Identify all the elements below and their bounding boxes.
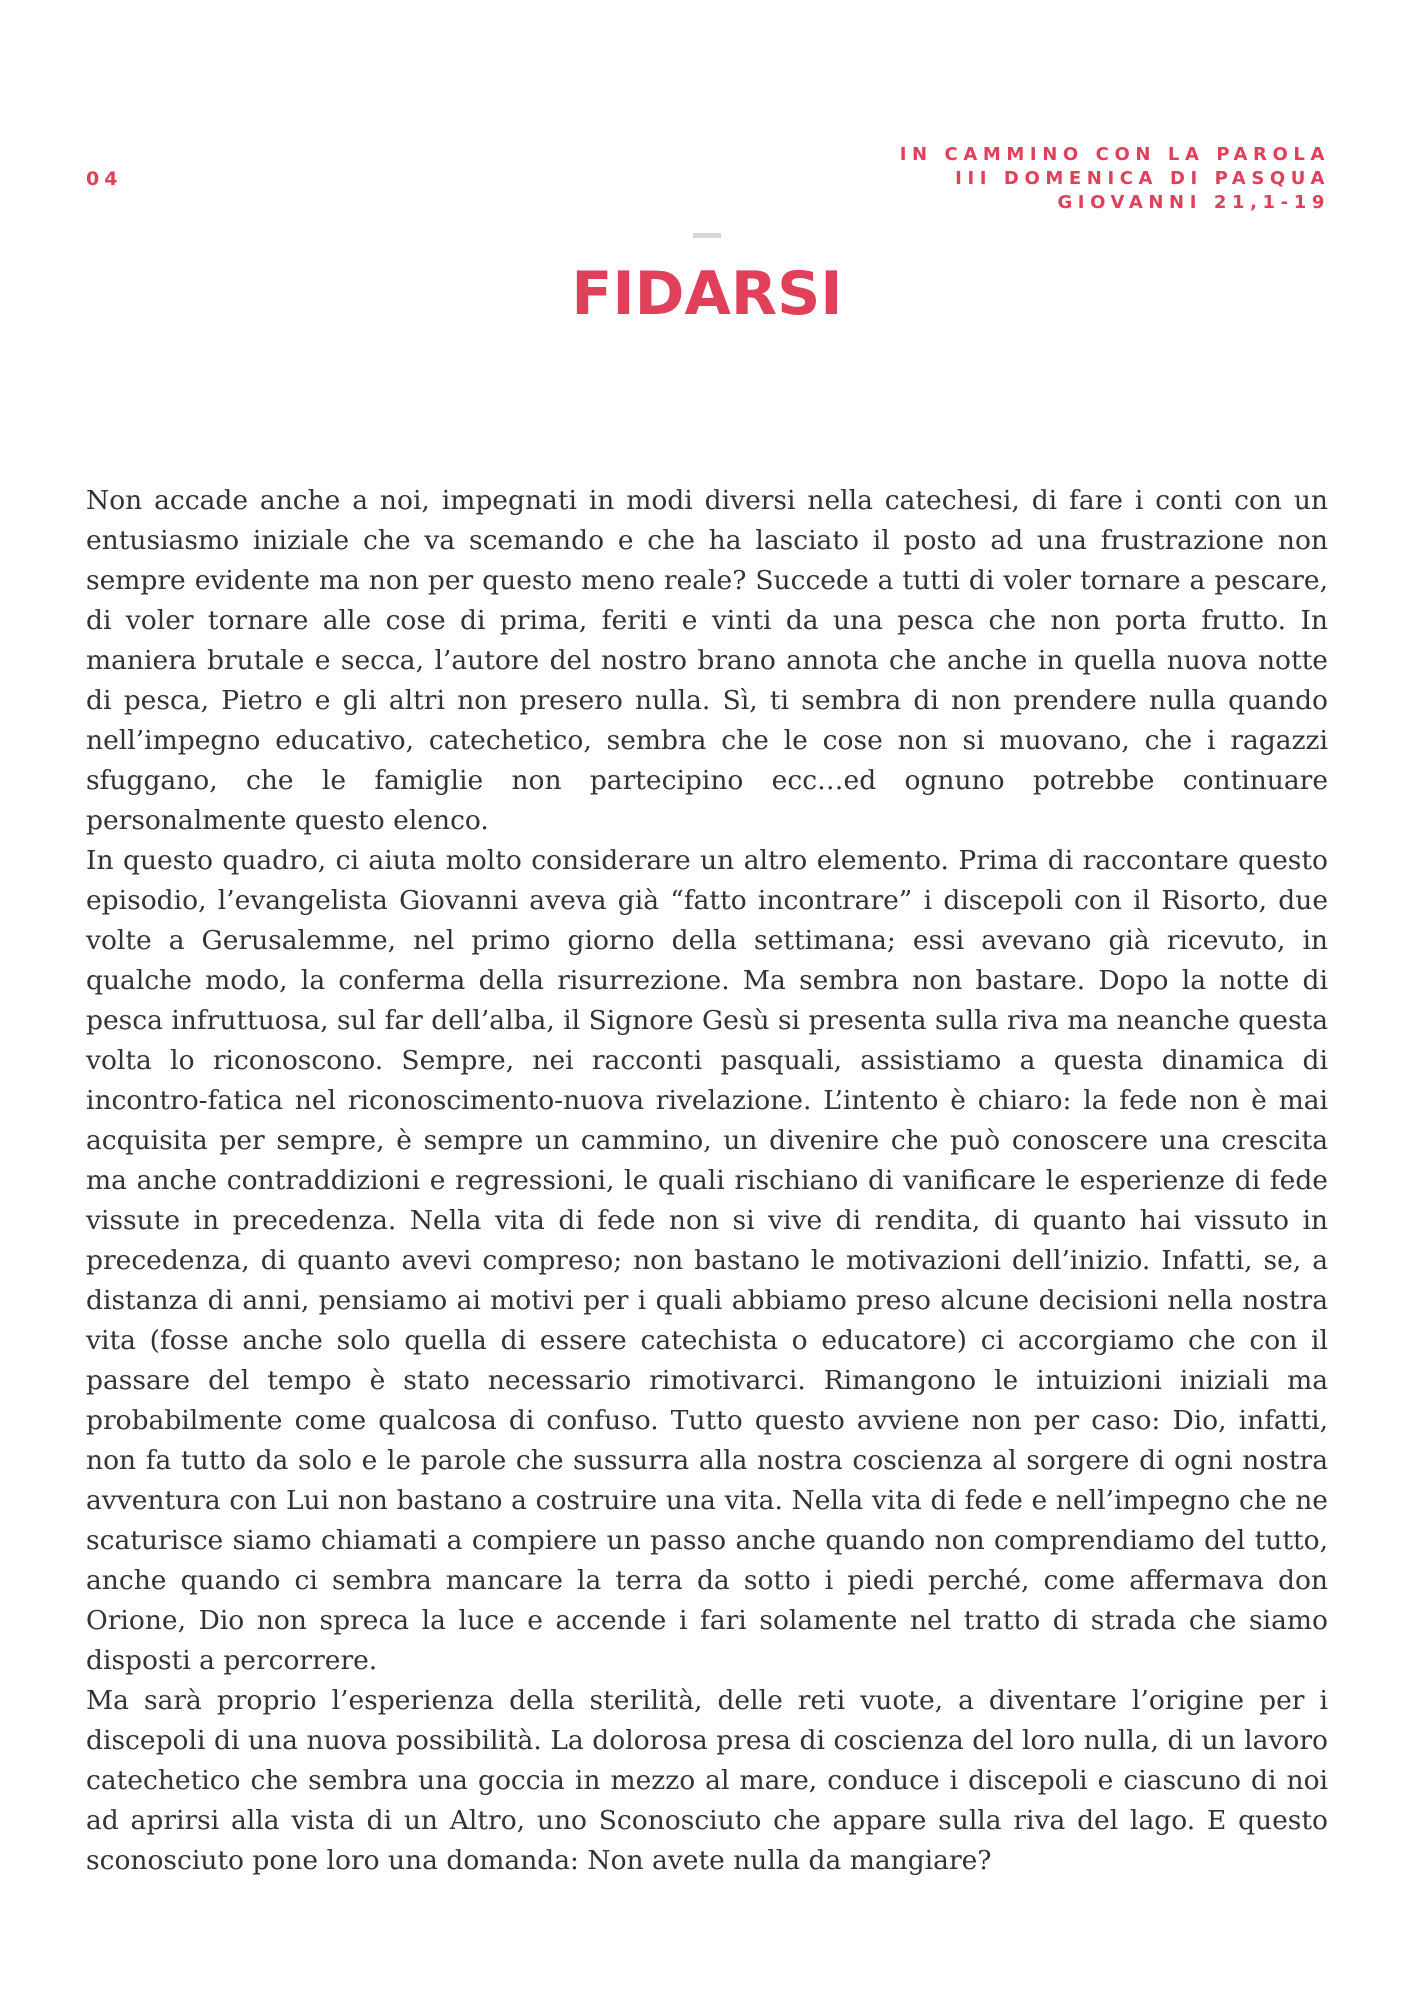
page-number: 04: [86, 168, 123, 190]
scripture-reference: GIOVANNI 21,1-19: [1057, 192, 1330, 213]
article-title: FIDARSI: [571, 259, 843, 329]
running-header: [900, 143, 1330, 215]
title-divider: [693, 233, 721, 238]
series-title: IN CAMMINO CON LA PAROLA: [899, 144, 1330, 165]
paragraph: In questo quadro, ci aiuta molto considerare un altro elemento. Prima di raccontare questo episodio, l’evangelista Giovanni aveva già “fatto incontrare” i discepoli con il Risorto, due volte a Gerusalemme, nel primo giorno della settimana; essi avevano già ricevuto, in qualche modo, la conferma della risurrezione. Ma sembra non bastare. Dopo la notte di pesca infruttuosa, sul far dell’alba, il Signore Gesù si presenta sulla riva ma neanche questa volta lo riconoscono. Sempre, nei racconti pasquali, assistiamo a questa dinamica di incontro-fatica nel riconoscimento-nuova rivelazione. L’intento è chiaro: la fede non è mai acquisita per sempre, è sempre un cammino, un divenire che può conoscere una crescita ma anche contraddizioni e regressioni, le quali rischiano di vanificare le esperienze di fede vissute in precedenza. Nella vita di fede non si vive di rendita, di quanto hai vissuto in precedenza, di quanto avevi compreso; non bastano le motivazioni dell’inizio. Infatti, se, a distanza di anni, pensiamo ai motivi per i quali abbiamo preso alcune decisioni nella nostra vita (fosse anche solo quella di essere catechista o educatore) ci accorgiamo che con il passare del tempo è stato necessario rimotivarci. Rimangono le intuizioni iniziali ma probabilmente come qualcosa di confuso. Tutto questo avviene non per caso: Dio, infatti, non fa tutto da solo e le parole che sussurra alla nostra coscienza al sorgere di ogni nostra avventura con Lui non bastano a costruire una vita. Nella vita di fede e nell’impegno che ne scaturisce siamo chiamati a compiere un passo anche quando non comprendiamo del tutto, anche quando ci sembra mancare la terra da sotto i piedi perché, come affermava don Orione, Dio non spreca la luce e accende i fari solamente nel tratto di strada che siamo disposti a percorrere.: [86, 845, 1328, 1676]
occasion-label: III DOMENICA DI PASQUA: [955, 168, 1330, 189]
article-body: [86, 481, 1328, 1881]
paragraph: Ma sarà proprio l’esperienza della sterilità, delle reti vuote, a diventare l’origine per i discepoli di una nuova possibilità. La dolorosa presa di coscienza del loro nulla, di un lavoro catechetico che sembra una goccia in mezzo al mare, conduce i discepoli e ciascuno di noi ad aprirsi alla vista di un Altro, uno Sconosciuto che appare sulla riva del lago. E questo sconosciuto pone loro una domanda: Non avete nulla da mangiare?: [86, 1685, 1328, 1876]
paragraph: Non accade anche a noi, impegnati in modi diversi nella catechesi, di fare i conti con un entusiasmo iniziale che va scemando e che ha lasciato il posto ad una frustrazione non sempre evidente ma non per questo meno reale? Succede a tutti di voler tornare a pescare, di voler tornare alle cose di prima, feriti e vinti da una pesca che non porta frutto. In maniera brutale e secca, l’autore del nostro brano annota che anche in quella nuova notte di pesca, Pietro e gli altri non presero nulla. Sì, ti sembra di non prendere nulla quando nell’impegno educativo, catechetico, sembra che le cose non si muovano, che i ragazzi sfuggano, che le famiglie non partecipino ecc…ed ognuno potrebbe continuare personalmente questo elenco.: [86, 485, 1328, 836]
